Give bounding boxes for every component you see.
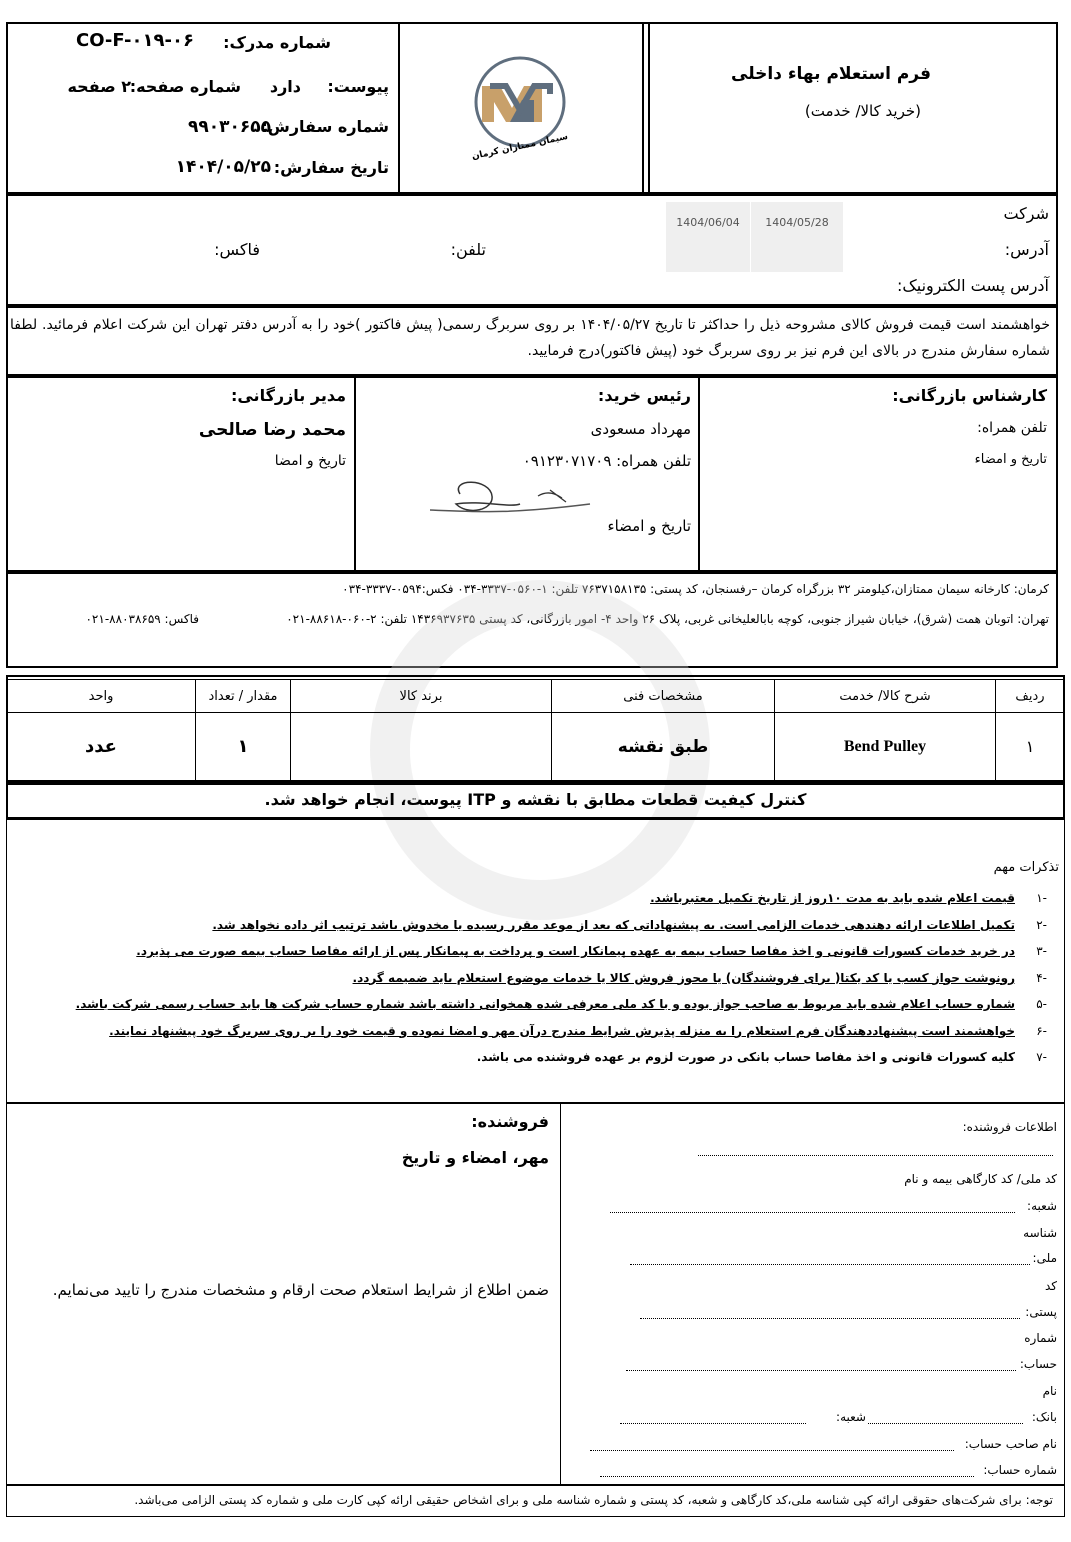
purchase-head-name: مهرداد مسعودی: [590, 420, 691, 438]
date-stamp-2: 1404/06/04: [676, 216, 740, 229]
manager-title: مدیر بازرگانی:: [230, 386, 346, 405]
col-header-row: ردیف: [996, 680, 1065, 713]
seller-info-title: اطلاعات فروشنده:: [962, 1120, 1057, 1134]
branch-line: [610, 1212, 1015, 1213]
seller-confirmation: ضمن اطلاع از شرایط استعلام صحت ارقام و مشخصات مندرج را تایید می‌نمایم.: [52, 1281, 549, 1299]
items-header-row: [7, 680, 1065, 713]
doc-number-label: شماره مدرک:: [223, 33, 331, 52]
expert-title: کارشناس بازرگانی:: [892, 386, 1047, 405]
seller-holder: نام صاحب حساب:: [964, 1437, 1057, 1451]
request-text: خواهشمند است قیمت فروش کالای مشروحه ذیل را حداکثر تا تاریخ ۱۴۰۴/۰۵/۲۷ بر روی سربرگ رسمی( پیش فاکتور )خود را به آدرس دفتر تهران این شرکت اعلام فرمائید. لطفا شماره سفارش مندرج در بالای این فرم نیز بر روی سربرگ خود (پیش فاکتور)درج فرمایید.: [10, 317, 1050, 359]
notes-title: تذکرات مهم: [993, 860, 1059, 875]
seller-postal-1: کد: [1044, 1279, 1057, 1293]
col-header-spec: مشخصات فنی: [552, 680, 775, 713]
tehran-address: تهران: اتوبان همت (شرق)، خیابان شیراز جنوبی، کوچه بابالعلیخانی غربی، پلاک ۲۶ واحد ۴- امور بازرگانی، کد پستی ۱۴۳۶۹۳۷۶۳۵ تلفن: ۲-۰۶۰-۸۸۶۱۸-۰۲۱: [286, 612, 1049, 626]
cell-description: Bend Pulley: [775, 713, 996, 781]
sig-divider-1: [698, 376, 700, 572]
order-date: ۱۴۰۴/۰۵/۲۵: [175, 157, 271, 177]
note-item: -۱قیمت اعلام شده باید به مدت ۱۰روز از تاریخ تکمیل معتبرباشد.: [650, 891, 1047, 905]
note-item: -۴رونوشت جواز کسب یا کد یکتا( برای فروشندگان) یا مجوز فروش کالا یا خدمات موضوع استعلام باید ضمیمه گردد.: [352, 970, 1047, 985]
tehran-fax: فاکس: ۸۸۰۳۸۶۵۹-۰۲۱: [85, 612, 199, 626]
address-label: آدرس:: [1004, 240, 1049, 259]
order-date-label: تاریخ سفارش:: [273, 158, 389, 177]
cell-spec: طبق نقشه: [552, 713, 775, 781]
seller-national-id-2: ملی:: [1032, 1251, 1057, 1265]
seller-branch: شعبه:: [1027, 1199, 1057, 1213]
note-item: -۵شماره حساب اعلام شده باید مربوط به صاحب جواز بوده و با کد ملی معرفی شده همخوانی داشته باشد شماره حساب شرکت ها باید حساب رسمی شرکت باشد.: [75, 997, 1047, 1011]
account-no-line: [600, 1476, 974, 1477]
attachment-label: پیوست:: [327, 77, 389, 96]
order-number-label: شماره سفارش:: [261, 117, 389, 136]
national-id-line: [630, 1264, 1030, 1265]
seller-account-no: شماره حساب:: [983, 1463, 1057, 1477]
seller-title: فروشنده:: [471, 1112, 549, 1131]
company-logo: [460, 52, 580, 172]
footer-note: توجه: برای شرکت‌های حقوقی ارائه کپی شناسه ملی،کد کارگاهی و شعبه، کد پستی و شماره شناسه ملی و برای اشخاص حقیقی ارائه کپی کارت ملی و شماره کد پستی الزامی می‌باشد.: [134, 1493, 1053, 1507]
page-count-label: شماره صفحه:: [129, 77, 241, 96]
seller-info-line: [698, 1155, 1053, 1156]
purchase-head-title: رئیس خرید:: [597, 386, 691, 405]
logo-caption: سیمان ممتازان کرمان: [471, 131, 569, 163]
manager-name: محمد رضا صالحی: [198, 420, 346, 440]
items-table: [6, 679, 1065, 781]
phone-label: تلفن:: [450, 240, 486, 259]
form-subtitle: (خرید کالا/ خدمت): [804, 102, 921, 120]
email-label: آدرس پست الکترونیک:: [897, 276, 1049, 295]
cell-row: ۱: [996, 713, 1065, 781]
date-stamp-box-1: [751, 202, 843, 272]
col-header-unit: واحد: [7, 680, 196, 713]
page-count-value: ۲ صفحه: [67, 77, 131, 96]
purchase-head-mobile: تلفن همراه: ۰۹۱۲۳۰۷۱۷۰۹: [522, 452, 691, 470]
col-header-description: شرح کالا/ خدمت: [775, 680, 996, 713]
company-label: شرکت: [1003, 204, 1049, 223]
note-item: -۶خواهشمند است پیشنهاددهندگان فرم استعلام را به منزله پذیرش شرایط مندرج درآن مهر و امضا نموده و قیمت خود را بر روی سربرگ خود پیشنهاد نمایند.: [109, 1023, 1047, 1038]
quality-note: کنترل کیفیت قطعات مطابق با نقشه و ITP پیوست، انجام خواهد شد.: [264, 790, 807, 809]
date-stamp-box-2: [666, 202, 750, 272]
cell-unit: عدد: [7, 713, 196, 781]
manager-date-sign: تاریخ و امضا: [274, 453, 346, 469]
note-item: -۳در خرید خدمات کسورات قانونی و اخذ مفاصا حساب بیمه به عهده پیمانکار است و پرداخت به پیمانکار پس از ارائه مفاصا حساب بیمه صورت می پذیرد.: [136, 944, 1047, 958]
seller-stamp-label: مهر، امضاء و تاریخ: [401, 1148, 549, 1167]
cell-qty: ۱: [196, 713, 291, 781]
bank-branch-line: [620, 1423, 806, 1424]
fax-label: فاکس:: [214, 240, 260, 259]
table-row: [7, 713, 1065, 781]
seller-bank-branch: شعبه:: [836, 1410, 866, 1424]
bank-line: [868, 1423, 1023, 1424]
seller-bank-2: بانک:: [1031, 1410, 1057, 1424]
holder-line: [590, 1450, 954, 1451]
notes-list: [47, 885, 1047, 1071]
header-divider-left: [398, 22, 400, 194]
signature-mark: [420, 474, 600, 528]
attachment-value: دارد: [269, 77, 301, 96]
col-header-qty: مقدار / تعداد: [196, 680, 291, 713]
seller-bank-1: نام: [1042, 1384, 1057, 1398]
purchase-head-date-sign: تاریخ و امضاء: [607, 517, 691, 535]
date-stamp-1: 1404/05/28: [765, 216, 829, 229]
col-header-brand: برند کالا: [291, 680, 552, 713]
postal-line: [640, 1318, 1020, 1319]
note-item: -۲تکمیل اطلاعات ارائه دهندهی خدمات الزامی است. به پیشنهاداتی که بعد از موعد مقرر رسیده یا مخدوش باشد ترتیب اثر داده نخواهد شد.: [212, 917, 1047, 932]
header-divider-right: [642, 22, 644, 194]
kerman-address: کرمان: کارخانه سیمان ممتازان،کیلومتر ۳۲ بزرگراه کرمان –رفسنجان، کد پستی: ۷۶۳۷۱۵۸۱۳۵ تلفن: ۱-۰۵۶۰-۳۳۳۷-۰۳۴ فکس:۰۵۹۴-۳۳۳۷-۰۳۴: [342, 582, 1049, 596]
form-title: فرم استعلام بهاء داخلی: [731, 64, 931, 84]
doc-number: CO-F-۰۱۹-۰۶: [76, 30, 194, 51]
header-divider-right-2: [648, 22, 650, 194]
cell-brand: [291, 713, 552, 781]
seller-postal-2: پستی:: [1025, 1305, 1057, 1319]
expert-date-sign: تاریخ و امضاء: [974, 452, 1047, 467]
sig-divider-2: [354, 376, 356, 572]
seller-account-1: شماره: [1024, 1331, 1057, 1345]
seller-national-code: کد ملی/ کد کارگاهی بیمه و نام: [904, 1172, 1057, 1186]
seller-divider: [560, 1103, 561, 1485]
seller-national-id-1: شناسه: [1023, 1226, 1057, 1240]
note-item: -۷کلیه کسورات قانونی و اخذ مفاصا حساب بانکی در صورت لزوم بر عهده فروشنده می باشد.: [476, 1050, 1047, 1064]
seller-account-2: حساب:: [1019, 1357, 1057, 1371]
expert-mobile-label: تلفن همراه:: [977, 420, 1047, 436]
account-line: [626, 1370, 1016, 1371]
order-number: ۹۹۰۳۰۶۵۵: [187, 117, 271, 137]
